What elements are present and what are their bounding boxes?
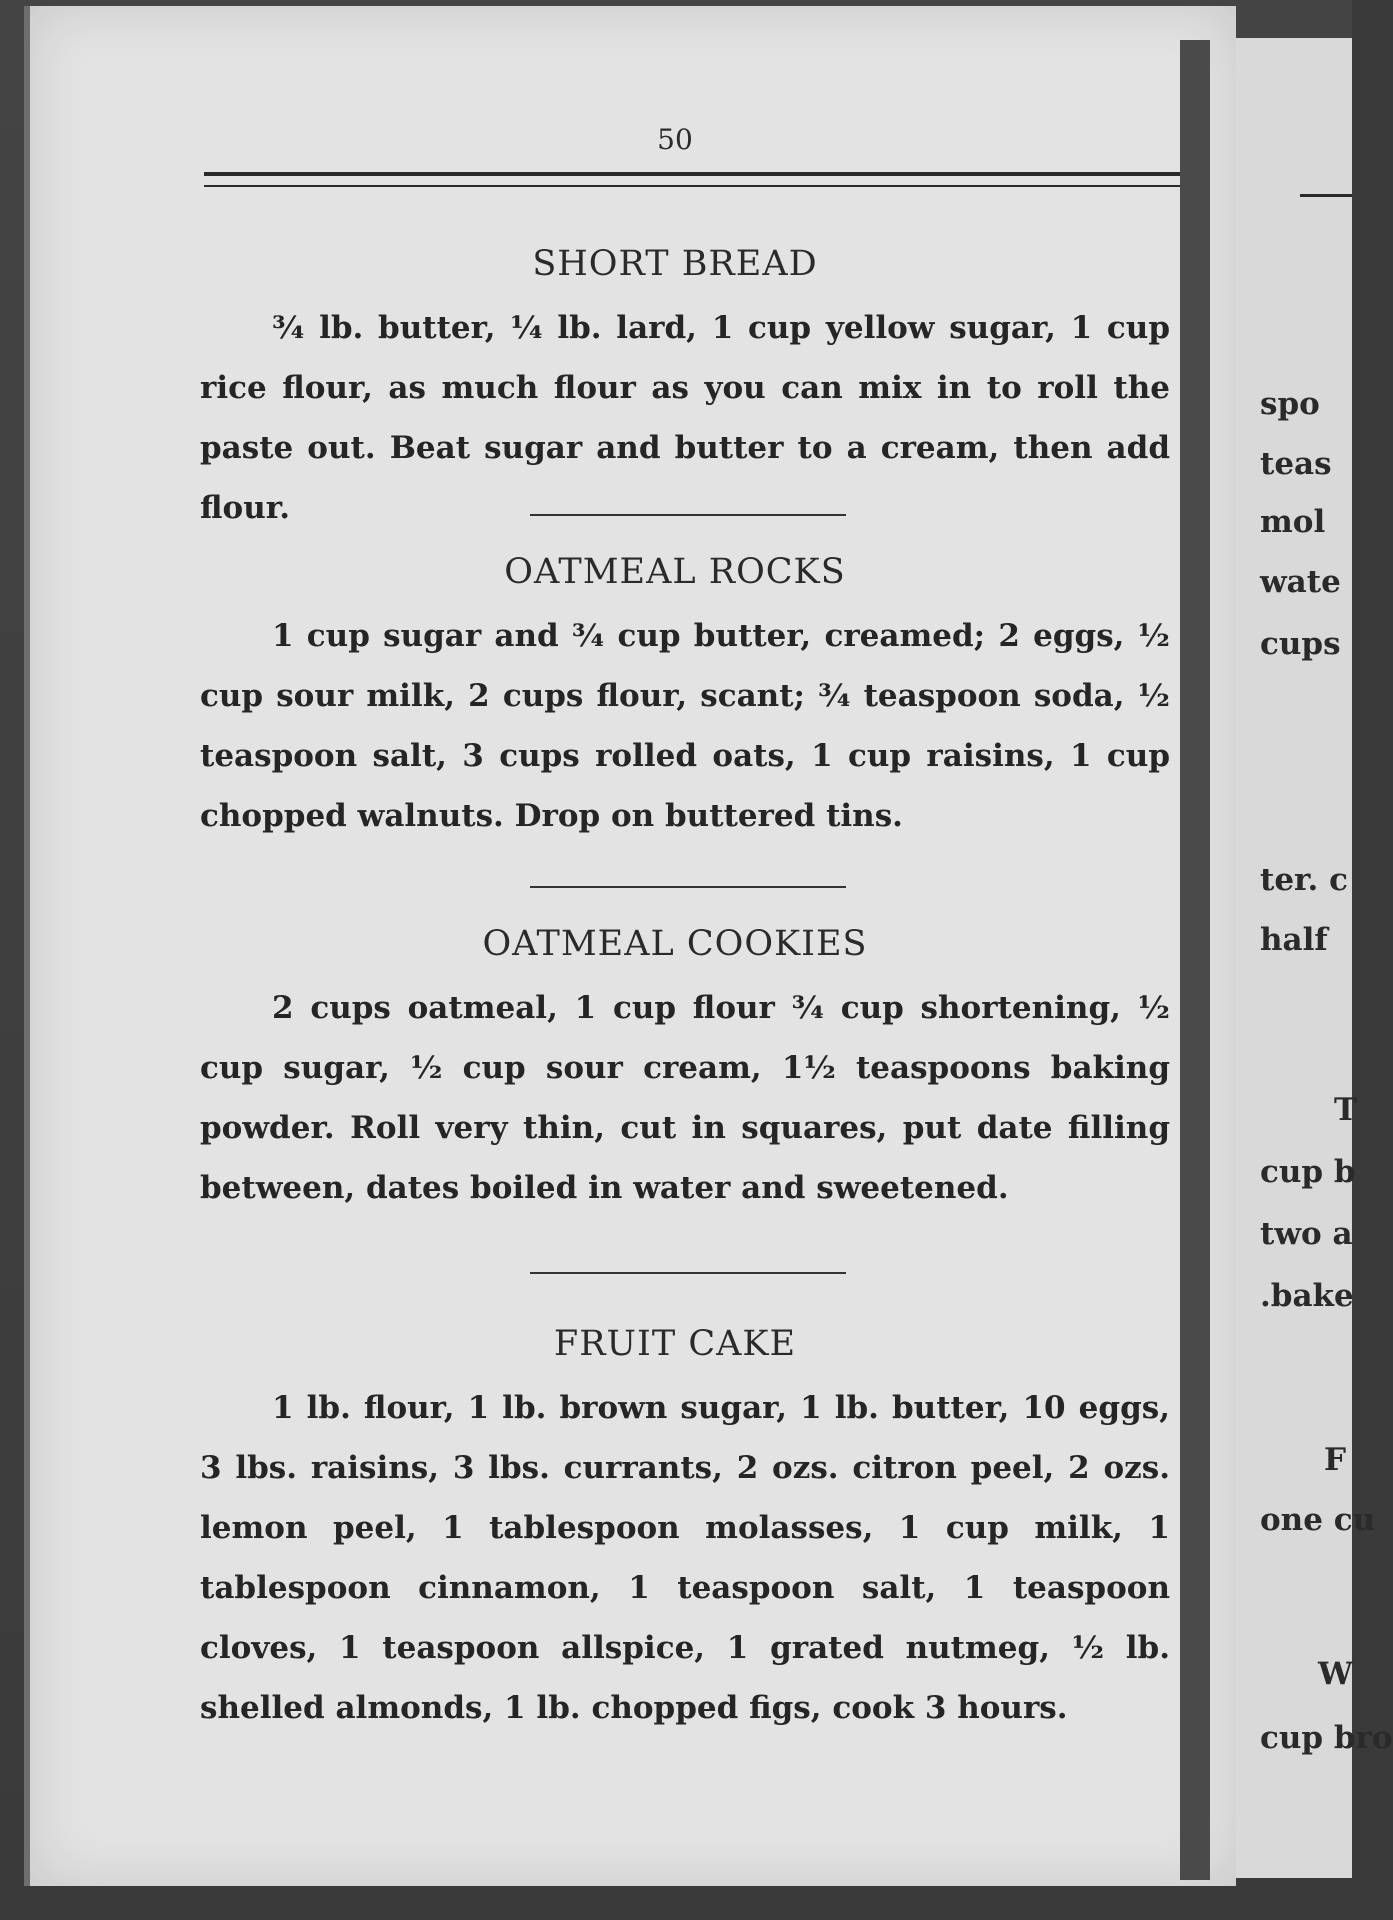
right-page-fragment: F — [1324, 1442, 1347, 1478]
right-page-fragment: cups — [1260, 626, 1341, 662]
page-number: 50 — [657, 123, 693, 156]
recipe-paragraph: 1 lb. flour, 1 lb. brown sugar, 1 lb. butter, 10 eggs, 3 lbs. raisins, 3 lbs. currants, 2 ozs. citron peel, 2 ozs. lemon peel, 1 tablespoon molasses, 1 cup milk, 1 tablespoon cinnamon, 1 teaspoon salt, 1 teaspoon cloves, 1 teaspoon allspice, 1 grated nutmeg, ½ lb. shelled almonds, 1 lb. chopped figs, cook 3 hours. — [200, 1390, 1170, 1726]
recipe-paragraph: 2 cups oatmeal, 1 cup flour ¾ cup shortening, ½ cup sugar, ½ cup sour cream, 1½ teaspoons baking powder. Roll very thin, cut in squares, put date filling between, dates boiled in water and sweetened. — [200, 990, 1170, 1206]
header-rule — [204, 172, 1180, 187]
recipe-paragraph: ¾ lb. butter, ¼ lb. lard, 1 cup yellow sugar, 1 cup rice flour, as much flour as you can mix in to roll the paste out. Beat sugar and butter to a cream, then add flour. — [200, 310, 1170, 526]
recipe-title-oatmeal-rocks: OATMEAL ROCKS — [504, 552, 846, 592]
right-page-fragment: teas — [1260, 446, 1332, 482]
right-page-fragment: cup b — [1260, 1154, 1356, 1190]
right-page-header-rule — [1300, 194, 1352, 203]
recipe-text-fruit-cake — [200, 1378, 1170, 1738]
right-page-fragment: spo — [1260, 386, 1320, 422]
right-page-fragment: ter. c — [1260, 862, 1348, 898]
book-gutter — [1180, 40, 1210, 1880]
recipe-divider — [530, 886, 846, 888]
recipe-title-oatmeal-cookies: OATMEAL COOKIES — [482, 924, 868, 964]
right-page-fragment: W — [1318, 1656, 1353, 1692]
right-page-fragment: one cu — [1260, 1502, 1376, 1538]
right-page-fragment: T — [1334, 1092, 1358, 1128]
recipe-text-oatmeal-rocks — [200, 606, 1170, 846]
recipe-text-short-bread — [200, 298, 1170, 538]
recipe-divider — [530, 514, 846, 516]
recipe-text-oatmeal-cookies — [200, 978, 1170, 1218]
right-page-fragment: .bake — [1260, 1278, 1354, 1314]
recipe-title-short-bread: SHORT BREAD — [532, 244, 818, 284]
right-page-fragment: half — [1260, 922, 1328, 958]
right-page-fragment: wate — [1260, 564, 1341, 600]
right-page-fragment: cup bro — [1260, 1720, 1393, 1756]
recipe-title-fruit-cake: FRUIT CAKE — [553, 1324, 797, 1364]
recipe-divider — [530, 1272, 846, 1274]
right-page-fragment: two a — [1260, 1216, 1353, 1252]
right-page-fragment: mol — [1260, 504, 1326, 540]
recipe-paragraph: 1 cup sugar and ¾ cup butter, creamed; 2 eggs, ½ cup sour milk, 2 cups flour, scant; ¾ teaspoon soda, ½ teaspoon salt, 3 cups rolled oats, 1 cup raisins, 1 cup chopped walnuts. Drop on buttered tins. — [200, 618, 1170, 834]
